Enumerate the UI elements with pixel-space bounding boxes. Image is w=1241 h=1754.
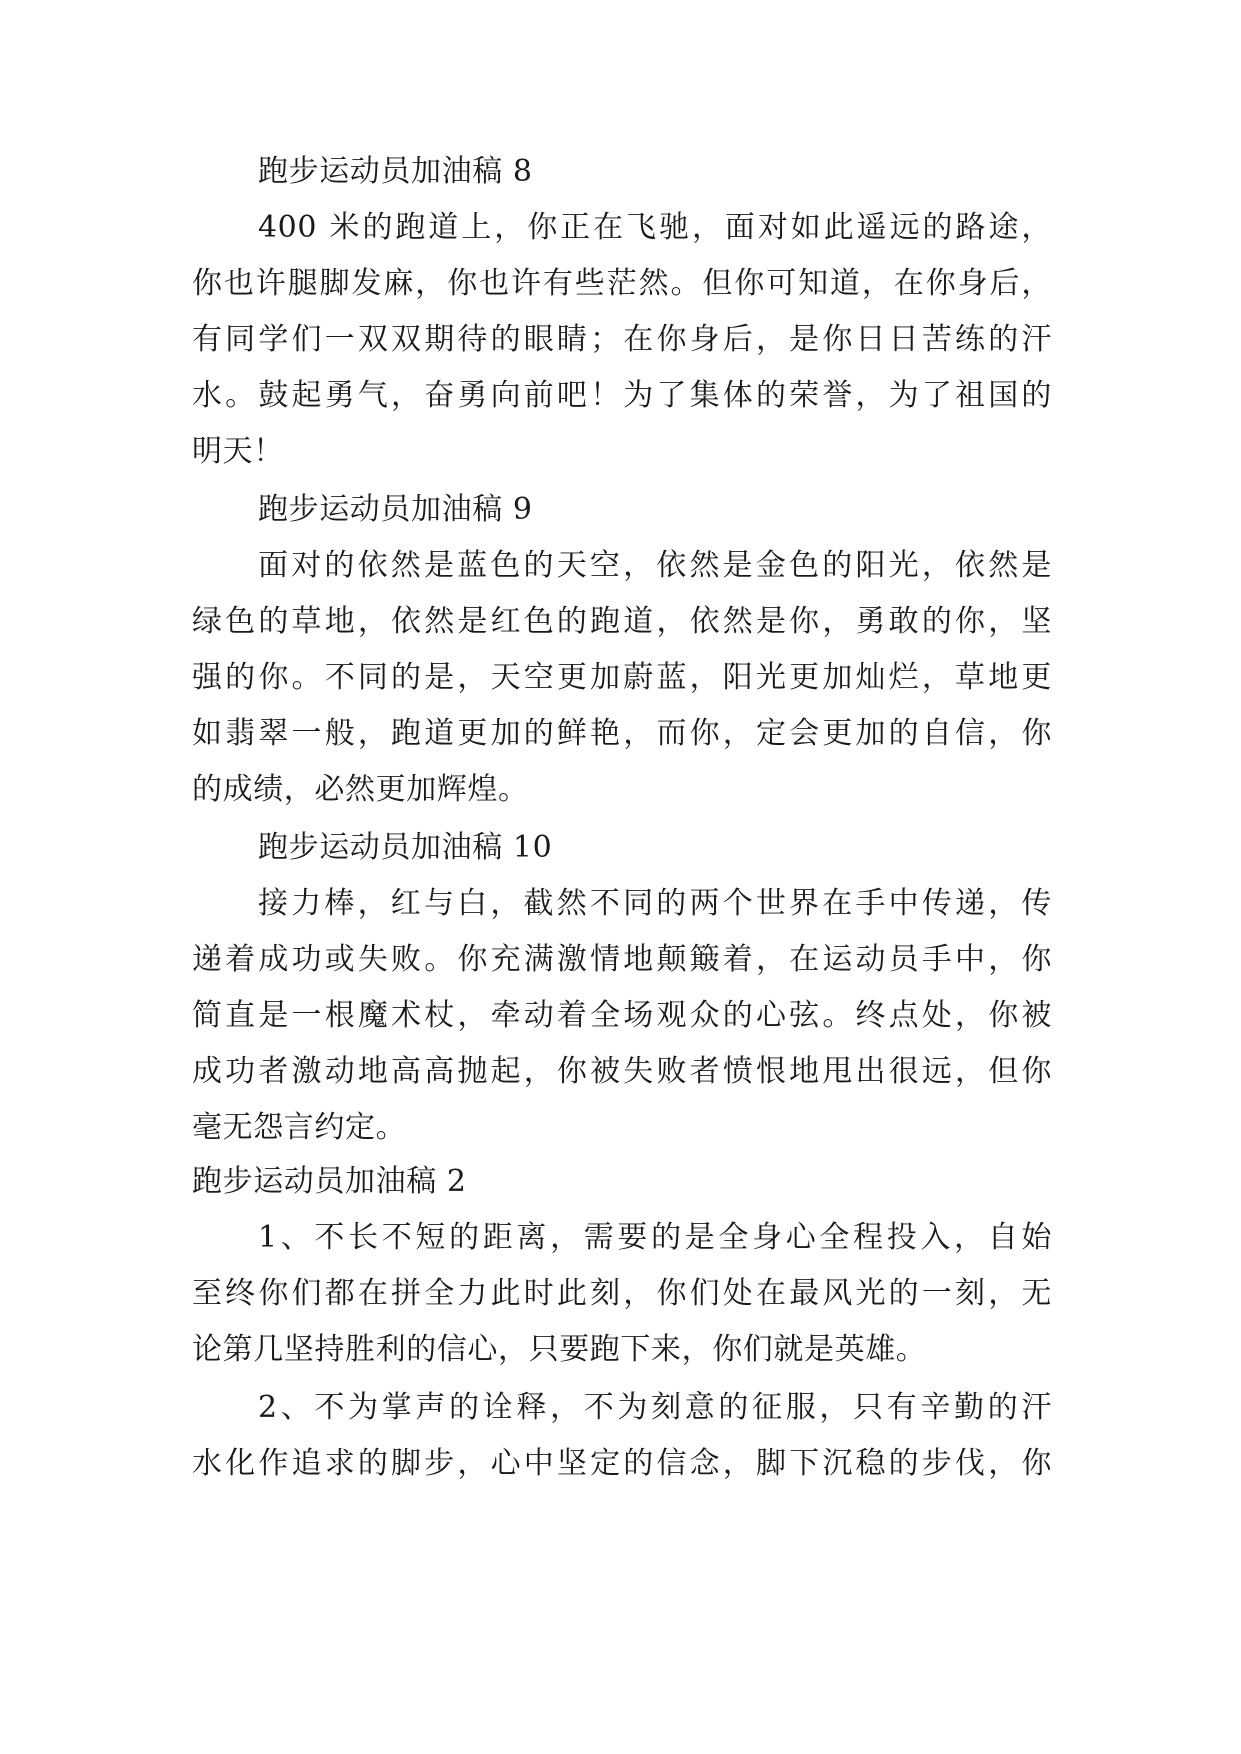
paragraph-line: 400 米的跑道上，你正在飞驰，面对如此遥远的路途， <box>258 210 1052 245</box>
paragraph-line: 至终你们都在拼全力此时此刻，你们处在最风光的一刻，无 <box>192 1276 1052 1311</box>
paragraph-line: 你也许腿脚发麻，你也许有些茫然。但你可知道，在你身后， <box>192 266 1052 301</box>
paragraph-line: 递着成功或失败。你充满激情地颠簸着，在运动员手中，你 <box>192 942 1052 977</box>
paragraph-line: 明天！ <box>192 434 284 469</box>
paragraph-line: 面对的依然是蓝色的天空，依然是金色的阳光，依然是 <box>258 548 1052 583</box>
paragraph-line: 水。鼓起勇气，奋勇向前吧！为了集体的荣誉，为了祖国的 <box>192 378 1052 413</box>
paragraph-line: 简直是一根魔术杖，牵动着全场观众的心弦。终点处，你被 <box>192 998 1052 1033</box>
paragraph-line: 如翡翠一般，跑道更加的鲜艳，而你，定会更加的自信，你 <box>192 716 1052 751</box>
heading-10: 跑步运动员加油稿 10 <box>258 830 553 865</box>
paragraph-line: 1、不长不短的距离，需要的是全身心全程投入，自始 <box>258 1220 1052 1255</box>
paragraph-line: 有同学们一双双期待的眼睛；在你身后，是你日日苦练的汗 <box>192 322 1052 357</box>
paragraph-line: 绿色的草地，依然是红色的跑道，依然是你，勇敢的你，坚 <box>192 604 1052 639</box>
paragraph-line: 的成绩，必然更加辉煌。 <box>192 772 529 807</box>
paragraph-line: 接力棒，红与白，截然不同的两个世界在手中传递，传 <box>258 886 1052 921</box>
paragraph-line: 毫无怨言约定。 <box>192 1110 407 1145</box>
heading-9: 跑步运动员加油稿 9 <box>258 492 533 527</box>
paragraph-line: 成功者激动地高高抛起，你被失败者愤恨地甩出很远，但你 <box>192 1054 1052 1089</box>
paragraph-line: 论第几坚持胜利的信心，只要跑下来，你们就是英雄。 <box>192 1332 927 1367</box>
paragraph-line: 2、不为掌声的诠释，不为刻意的征服，只有辛勤的汗 <box>258 1390 1052 1425</box>
paragraph-line: 强的你。不同的是，天空更加蔚蓝，阳光更加灿烂，草地更 <box>192 660 1052 695</box>
heading-8: 跑步运动员加油稿 8 <box>258 154 533 189</box>
section-title-2: 跑步运动员加油稿 2 <box>192 1164 467 1199</box>
paragraph-line: 水化作追求的脚步，心中坚定的信念，脚下沉稳的步伐，你 <box>192 1446 1052 1481</box>
